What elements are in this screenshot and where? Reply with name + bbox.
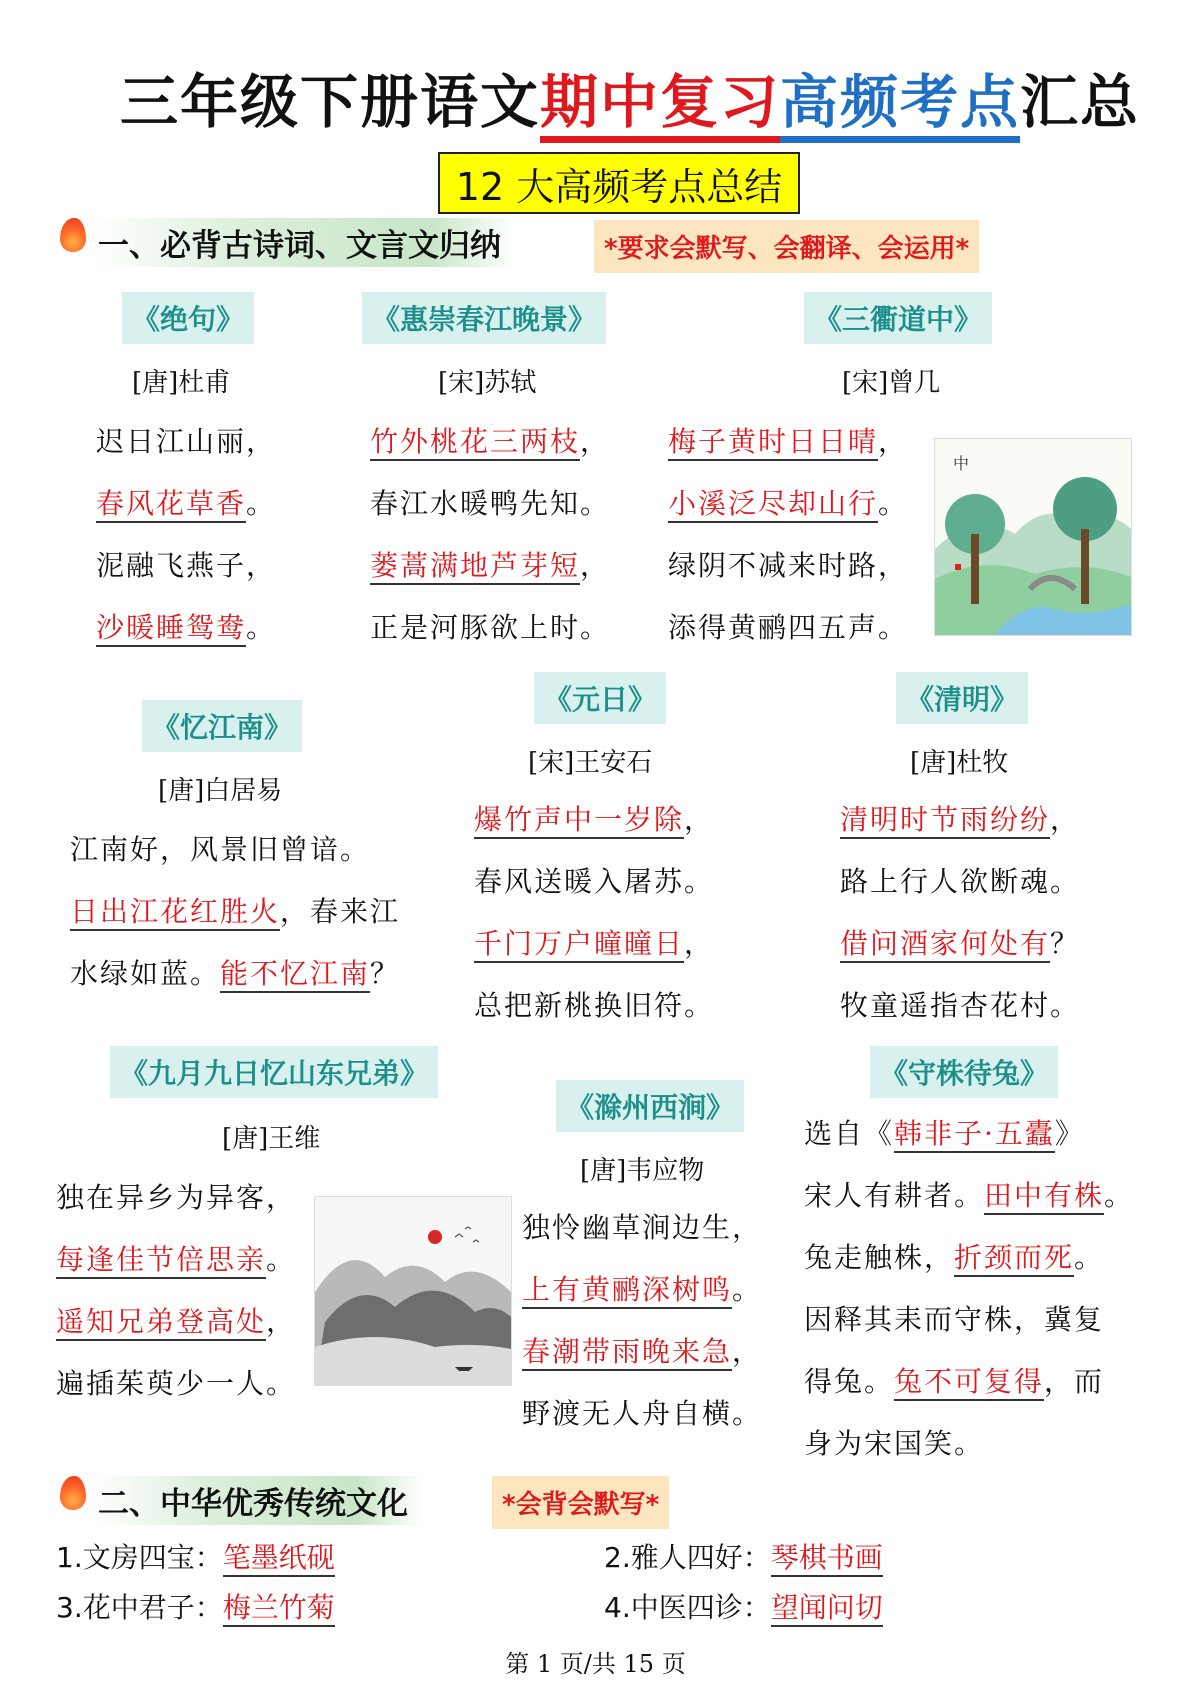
poem-title-jiuyue: 《九月九日忆山东兄弟》 (110, 1046, 438, 1098)
poem-line-keypart: 兔不可复得 (894, 1365, 1044, 1401)
poem-line (370, 482, 610, 544)
poem-line (522, 1330, 762, 1392)
title-part-3: 高频考点 (780, 68, 1020, 143)
poem-line-keypart: 田中有株 (984, 1179, 1104, 1215)
poem-title-sanqu: 《三衢道中》 (804, 292, 992, 344)
poem-line (370, 606, 610, 668)
poem-line (522, 1206, 762, 1268)
poem-line-text: 得兔。 (804, 1365, 895, 1398)
poem-line-text: 春风送暖入屠苏。 (474, 865, 715, 898)
section-1-heading: 一、必背古诗词、文言文归纳 (92, 218, 515, 267)
poem-line-text: 选自《 (804, 1117, 895, 1150)
poem-line-keypart: 爆竹声中一岁除 (474, 803, 684, 839)
poem-line (668, 420, 908, 482)
culture-item (56, 1536, 335, 1576)
subtitle-box (438, 152, 800, 214)
poem-line-keypart: 能不忆江南 (220, 957, 370, 993)
poem-line-text: 。 (878, 487, 909, 520)
poem-line (370, 420, 610, 482)
svg-text:中: 中 (953, 454, 970, 473)
poem-line (70, 890, 400, 952)
page-footer: 第 1 页/共 15 页 (505, 1650, 686, 1678)
poem-line-text: ， (266, 1305, 297, 1338)
poem-line-text: 兔走触株， (804, 1241, 955, 1274)
title-part-2: 期中复习 (540, 68, 780, 143)
poem-line-text: 迟日江山丽， (96, 425, 277, 458)
poem-line-keypart: 折颈而死 (954, 1241, 1074, 1277)
poem-line-text: ， (684, 803, 715, 836)
poem-line-text: 绿阴不减来时路， (668, 549, 909, 582)
poem-author-chuzhou: [唐]韦应物 (580, 1156, 705, 1186)
poem-author-jiuyue: [唐]王维 (222, 1124, 321, 1154)
poem-line-text: 。 (1074, 1241, 1105, 1274)
poem-line-text: ，而 (1044, 1365, 1105, 1398)
poem-line-keypart: 春风花草香 (96, 487, 246, 523)
title-part-1: 三年级下册语文 (120, 68, 541, 136)
landscape-painting-image (934, 438, 1132, 636)
poem-line (840, 922, 1080, 984)
poem-line (70, 828, 400, 890)
poem-line-keypart: 千门万户曈曈日 (474, 927, 684, 963)
poem-line-text: 春江水暖鸭先知。 (370, 487, 611, 520)
poem-line (96, 420, 276, 482)
poem-line-text: ， (732, 1335, 763, 1368)
poem-line-text: 。 (246, 487, 277, 520)
poem-line-text: 牧童遥指杏花村。 (840, 989, 1081, 1022)
poem-line-keypart: 日出江花红胜火 (70, 895, 280, 931)
poem-line (96, 606, 276, 668)
poem-line-text: ， (580, 549, 611, 582)
poem-line (474, 798, 714, 860)
poem-line (370, 544, 610, 606)
poem-line (804, 1174, 1134, 1236)
poem-body-shouzhu (804, 1112, 1134, 1484)
culture-item (604, 1536, 883, 1576)
poem-line-text: 添得黄鹂四五声。 (668, 611, 909, 644)
poem-line (804, 1422, 1134, 1484)
poem-line (522, 1392, 762, 1454)
poem-author-jueju: [唐]杜甫 (132, 368, 231, 398)
culture-item-answer: 笔墨纸砚 (223, 1541, 335, 1577)
poem-line-text: 野渡无人舟自横。 (522, 1397, 763, 1430)
ink-painting-image (314, 1196, 512, 1386)
poem-body-yuanri (474, 798, 714, 1046)
poem-line (56, 1300, 296, 1362)
poem-line-keypart: 借问酒家何处有 (840, 927, 1050, 963)
section-2-heading: 二、中华优秀传统文化 (92, 1476, 422, 1525)
poem-body-jueju (96, 420, 276, 668)
poem-line-keypart: 韩非子·五蠹 (894, 1117, 1055, 1153)
poem-title-qingming: 《清明》 (896, 672, 1028, 724)
poem-line (668, 544, 908, 606)
poem-line (668, 482, 908, 544)
culture-item-answer: 梅兰竹菊 (223, 1591, 335, 1627)
poem-line-text: 因释其耒而守株，冀复 (804, 1303, 1105, 1336)
poem-line (474, 922, 714, 984)
poem-title-yijiangnan: 《忆江南》 (142, 700, 302, 752)
poem-line-keypart: 竹外桃花三两枝 (370, 425, 580, 461)
poem-line-keypart: 上有黄鹂深树鸣 (522, 1273, 732, 1309)
poem-author-yijiangnan: [唐]白居易 (158, 776, 283, 806)
culture-item-label: 1.文房四宝： (56, 1541, 223, 1574)
poem-line-text: 。 (1104, 1179, 1135, 1212)
poem-line (804, 1236, 1134, 1298)
fire-icon (60, 218, 86, 252)
culture-item (604, 1586, 883, 1626)
poem-title-yuanri: 《元日》 (534, 672, 666, 724)
poem-line-text: 宋人有耕者。 (804, 1179, 985, 1212)
poem-line (840, 984, 1080, 1046)
poem-line-text: 正是河豚欲上时。 (370, 611, 611, 644)
poem-line (474, 860, 714, 922)
poem-line-text: ， (1050, 803, 1081, 836)
poem-line (70, 952, 400, 1014)
poem-line (56, 1176, 296, 1238)
poem-line (96, 482, 276, 544)
poem-title-jueju: 《绝句》 (122, 292, 254, 344)
poem-line-text: ？ (1050, 927, 1081, 960)
culture-item-label: 4.中医四诊： (604, 1591, 771, 1624)
poem-body-huichong (370, 420, 610, 668)
poem-body-qingming (840, 798, 1080, 1046)
poem-line-text: 独怜幽草涧边生， (522, 1211, 763, 1244)
poem-author-yuanri: [宋]王安石 (528, 748, 653, 778)
poem-line-keypart: 梅子黄时日日晴 (668, 425, 878, 461)
poem-line-text: ，春来江 (280, 895, 401, 928)
poem-line-keypart: 春潮带雨晚来急 (522, 1335, 732, 1371)
culture-item (56, 1586, 335, 1626)
poem-line-keypart: 蒌蒿满地芦芽短 (370, 549, 580, 585)
culture-item-answer: 琴棋书画 (771, 1541, 883, 1577)
poem-line-text: ， (878, 425, 909, 458)
poem-line-text: ， (580, 425, 611, 458)
poem-line (804, 1360, 1134, 1422)
culture-item-answer: 望闻问切 (771, 1591, 883, 1627)
poem-line (668, 606, 908, 668)
poem-line (840, 860, 1080, 922)
poem-line (840, 798, 1080, 860)
poem-title-shouzhu: 《守株待兔》 (870, 1046, 1058, 1098)
poem-line-keypart: 每逢佳节倍思亲 (56, 1243, 266, 1279)
poem-line-text: 。 (246, 611, 277, 644)
poem-line-text: 总把新桃换旧符。 (474, 989, 715, 1022)
poem-line-text: 水绿如蓝。 (70, 957, 221, 990)
poem-line-text: 遍插茱萸少一人。 (56, 1367, 297, 1400)
poem-title-chuzhou: 《滁州西涧》 (556, 1080, 744, 1132)
poem-author-sanqu: [宋]曾几 (842, 368, 941, 398)
title-part-4: 汇总 (1020, 68, 1141, 136)
poem-line-text: 。 (732, 1273, 763, 1306)
poem-line-text: ， (684, 927, 715, 960)
page-title (120, 55, 1140, 139)
poem-body-jiuyue (56, 1176, 296, 1424)
poem-line-text: ？ (370, 957, 401, 990)
poem-line (96, 544, 276, 606)
poem-line (56, 1362, 296, 1424)
poem-line-text: 路上行人欲断魂。 (840, 865, 1081, 898)
poem-body-yijiangnan (70, 828, 400, 1014)
poem-line (522, 1268, 762, 1330)
poem-line (804, 1112, 1134, 1174)
poem-line-keypart: 清明时节雨纷纷 (840, 803, 1050, 839)
poem-author-qingming: [唐]杜牧 (910, 748, 1009, 778)
poem-line (56, 1238, 296, 1300)
poem-line-text: 江南好，风景旧曾谙。 (70, 833, 371, 866)
section-1-note: *要求会默写、会翻译、会运用* (594, 220, 979, 273)
poem-line-keypart: 遥知兄弟登高处 (56, 1305, 266, 1341)
poem-line-text: 泥融飞燕子， (96, 549, 277, 582)
subtitle: 12 大高频考点总结 (455, 164, 783, 209)
poem-author-huichong: [宋]苏轼 (438, 368, 537, 398)
fire-icon (60, 1476, 86, 1510)
section-2-note: *会背会默写* (492, 1476, 669, 1529)
culture-item-label: 2.雅人四好： (604, 1541, 771, 1574)
poem-line-keypart: 小溪泛尽却山行 (668, 487, 878, 523)
culture-item-label: 3.花中君子： (56, 1591, 223, 1624)
poem-title-huichong: 《惠崇春江晚景》 (362, 292, 606, 344)
poem-body-sanqu (668, 420, 908, 668)
poem-line-text: 。 (266, 1243, 297, 1276)
poem-line (474, 984, 714, 1046)
poem-line-text: 独在异乡为异客， (56, 1181, 297, 1214)
poem-line-text: 》 (1054, 1117, 1085, 1150)
poem-line (804, 1298, 1134, 1360)
poem-body-chuzhou (522, 1206, 762, 1454)
poem-line-keypart: 沙暖睡鸳鸯 (96, 611, 246, 647)
poem-line-text: 身为宋国笑。 (804, 1427, 985, 1460)
